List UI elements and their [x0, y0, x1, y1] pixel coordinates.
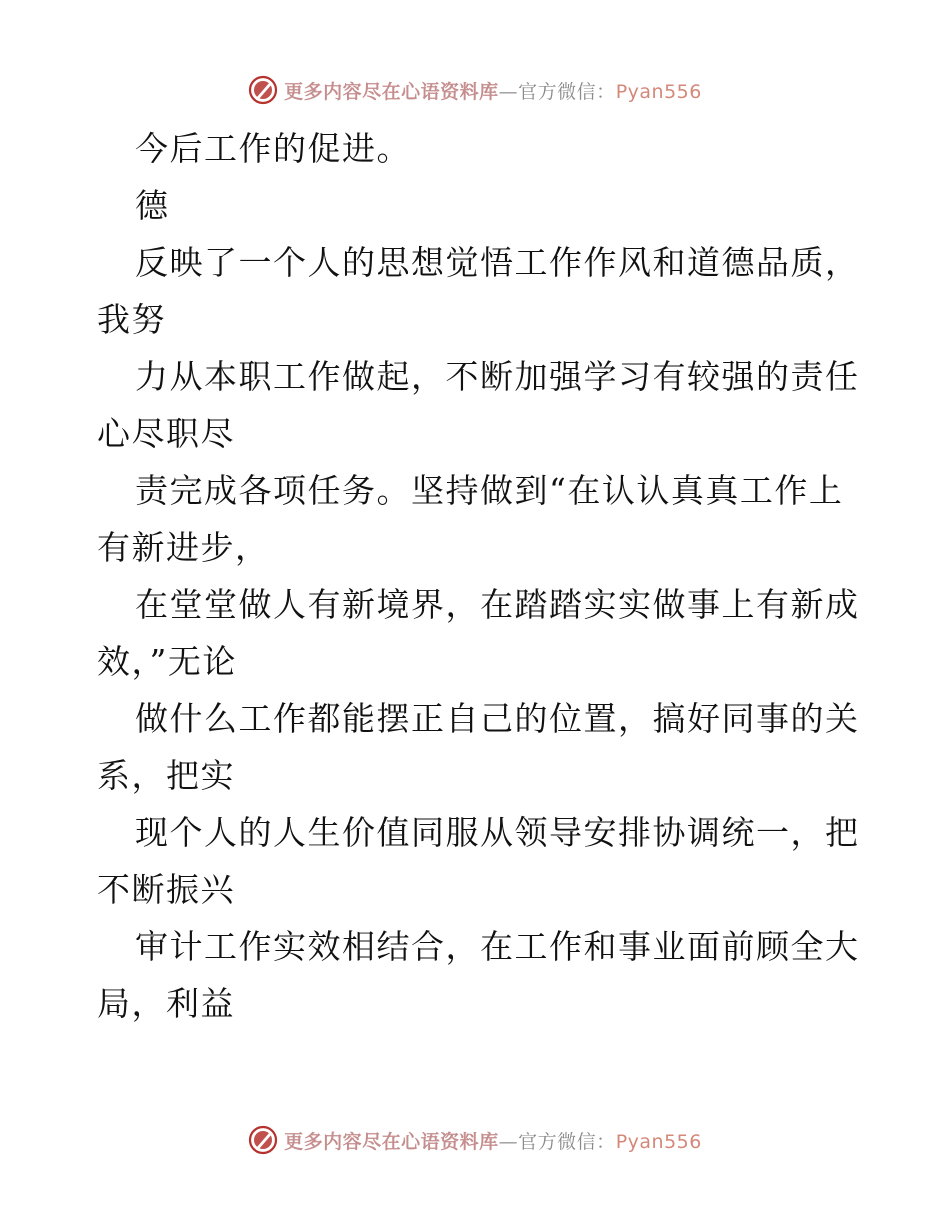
body-line: 在堂堂做人有新境界，在踏踏实实做事上有新成 — [135, 585, 860, 624]
body-line: 审计工作实效相结合，在工作和事业面前顾全大 — [135, 927, 860, 966]
header-text — [284, 77, 702, 104]
body-line: 现个人的人生价值同服从领导安排协调统一，把 — [135, 813, 860, 852]
body-line: 反映了一个人的思想觉悟工作作风和道德品质， — [135, 243, 860, 282]
footer-wechat-label: 官方微信： — [518, 1130, 616, 1153]
quill-pen-seal-icon — [248, 1125, 278, 1155]
body-line: 不断振兴 — [97, 870, 235, 909]
body-line: 心尽职尽 — [97, 414, 235, 453]
body-line: 做什么工作都能摆正自己的位置，搞好同事的关 — [135, 699, 860, 738]
footer-banner — [0, 1120, 950, 1160]
footer-text — [284, 1127, 702, 1154]
body-line: 系，把实 — [97, 756, 235, 795]
body-line: 局，利益 — [97, 984, 235, 1023]
header-separator: — — [498, 80, 519, 103]
footer-separator: — — [498, 1130, 519, 1153]
document-body — [97, 120, 860, 1032]
body-line: 效，”无论 — [97, 642, 237, 681]
header-banner — [0, 70, 950, 110]
body-line: 今后工作的促进。 — [135, 129, 411, 168]
body-line: 力从本职工作做起，不断加强学习有较强的责任 — [135, 357, 860, 396]
body-line: 德 — [135, 186, 170, 225]
body-line: 有新进步， — [97, 528, 270, 567]
header-brand: 更多内容尽在心语资料库 — [284, 80, 499, 103]
body-line: 我努 — [97, 300, 166, 339]
header-wechat-label: 官方微信： — [518, 80, 616, 103]
footer-wechat-id: Pyan556 — [615, 1130, 702, 1153]
header-wechat-id: Pyan556 — [615, 80, 702, 103]
body-line: 责完成各项任务。坚持做到“在认认真真工作上 — [135, 471, 844, 510]
footer-brand: 更多内容尽在心语资料库 — [284, 1130, 499, 1153]
quill-pen-seal-icon — [248, 75, 278, 105]
